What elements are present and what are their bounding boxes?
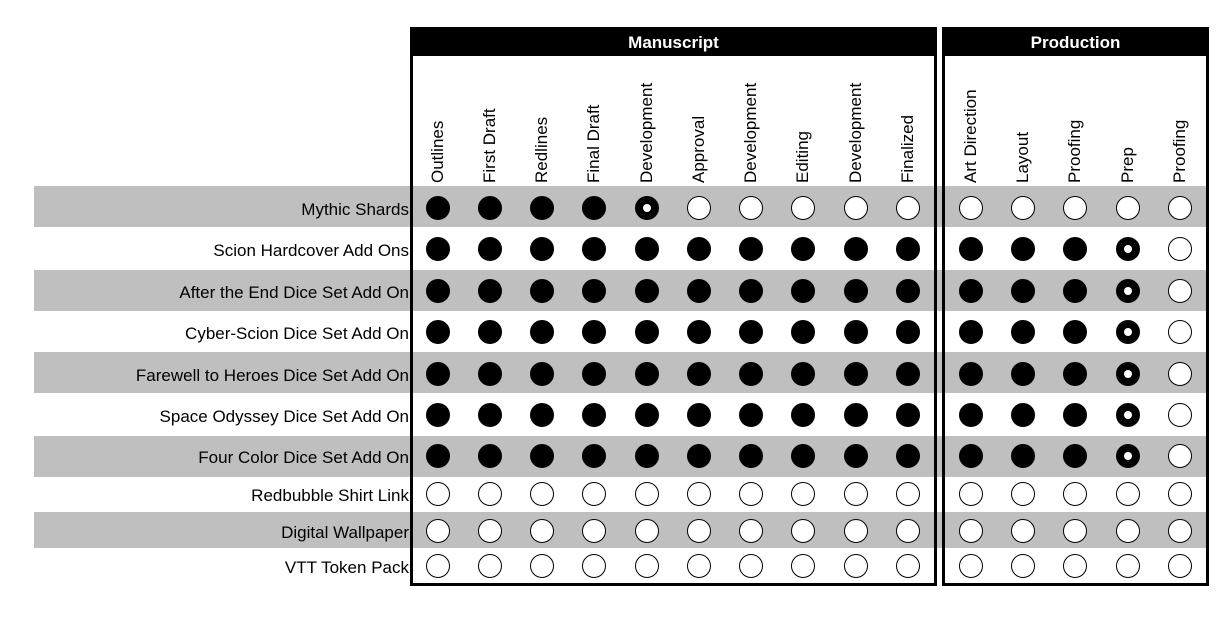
status-empty-dot [687,554,711,578]
status-full-dot [791,403,815,427]
column-header: Editing [793,131,812,183]
status-full-dot [739,362,763,386]
status-empty-dot [687,482,711,506]
status-full-dot [582,237,606,261]
status-full-dot [896,237,920,261]
status-empty-dot [844,482,868,506]
status-half-dot [1116,362,1140,386]
status-full-dot [844,444,868,468]
status-empty-dot [1116,519,1140,543]
status-full-dot [478,196,502,220]
status-full-dot [1011,362,1035,386]
status-half-dot [1116,237,1140,261]
status-empty-dot [959,519,983,543]
status-empty-dot [635,554,659,578]
column-header: Redlines [532,116,551,183]
status-empty-dot [1116,554,1140,578]
status-empty-dot [959,196,983,220]
status-full-dot [635,320,659,344]
column-header: Prep [1118,147,1137,183]
status-full-dot [791,444,815,468]
status-empty-dot [1168,403,1192,427]
status-full-dot [687,320,711,344]
status-full-dot [478,403,502,427]
status-half-dot [1116,279,1140,303]
status-full-dot [530,196,554,220]
column-header: Layout [1013,131,1032,183]
status-empty-dot [1011,196,1035,220]
status-full-dot [426,403,450,427]
status-empty-dot [1168,444,1192,468]
status-empty-dot [791,519,815,543]
status-full-dot [635,362,659,386]
status-empty-dot [791,482,815,506]
status-empty-dot [1168,519,1192,543]
status-empty-dot [426,519,450,543]
status-empty-dot [1063,554,1087,578]
status-empty-dot [1168,362,1192,386]
status-empty-dot [635,519,659,543]
status-full-dot [478,444,502,468]
status-half-dot [1116,444,1140,468]
row-label: After the End Dice Set Add On [179,283,409,302]
status-empty-dot [530,554,554,578]
status-full-dot [582,279,606,303]
status-half-dot [1116,320,1140,344]
status-empty-dot [687,196,711,220]
status-empty-dot [791,554,815,578]
status-empty-dot [959,482,983,506]
status-full-dot [1011,237,1035,261]
status-empty-dot [844,196,868,220]
status-full-dot [426,279,450,303]
status-empty-dot [582,554,606,578]
column-header: Proofing [1170,119,1189,183]
status-full-dot [426,196,450,220]
status-full-dot [426,237,450,261]
status-full-dot [959,444,983,468]
status-full-dot [582,403,606,427]
status-empty-dot [687,519,711,543]
status-full-dot [426,320,450,344]
status-empty-dot [530,482,554,506]
column-header: Art Direction [961,89,980,183]
status-empty-dot [1168,554,1192,578]
status-empty-dot [844,554,868,578]
column-header: Finalized [898,114,917,183]
status-empty-dot [582,482,606,506]
status-full-dot [530,403,554,427]
status-full-dot [791,362,815,386]
status-full-dot [1063,444,1087,468]
status-half-dot [635,196,659,220]
status-full-dot [582,320,606,344]
status-full-dot [687,403,711,427]
status-full-dot [687,362,711,386]
status-full-dot [739,237,763,261]
status-empty-dot [635,482,659,506]
column-header: Development [637,82,656,183]
status-full-dot [791,279,815,303]
status-full-dot [582,362,606,386]
status-full-dot [896,320,920,344]
status-full-dot [1063,320,1087,344]
status-empty-dot [1011,482,1035,506]
status-empty-dot [1063,482,1087,506]
status-full-dot [896,403,920,427]
status-full-dot [959,237,983,261]
status-full-dot [791,320,815,344]
status-empty-dot [478,519,502,543]
status-full-dot [739,320,763,344]
status-full-dot [844,237,868,261]
status-empty-dot [1116,482,1140,506]
status-full-dot [478,320,502,344]
status-full-dot [530,362,554,386]
status-empty-dot [739,482,763,506]
status-full-dot [844,279,868,303]
status-half-dot [1116,403,1140,427]
status-empty-dot [1168,320,1192,344]
status-empty-dot [426,482,450,506]
status-full-dot [1011,403,1035,427]
status-full-dot [687,444,711,468]
status-empty-dot [426,554,450,578]
row-label: Cyber-Scion Dice Set Add On [185,324,409,343]
row-label: Space Odyssey Dice Set Add On [159,407,409,426]
column-header: Outlines [428,120,447,183]
status-full-dot [530,279,554,303]
status-full-dot [959,403,983,427]
status-full-dot [739,279,763,303]
status-empty-dot [1168,482,1192,506]
column-header: Final Draft [584,104,603,183]
status-full-dot [739,444,763,468]
status-empty-dot [739,519,763,543]
status-full-dot [844,320,868,344]
status-empty-dot [896,554,920,578]
status-full-dot [478,362,502,386]
status-empty-dot [959,554,983,578]
status-empty-dot [1168,196,1192,220]
status-empty-dot [791,196,815,220]
status-full-dot [635,444,659,468]
status-empty-dot [1011,519,1035,543]
status-full-dot [1011,444,1035,468]
column-header: Development [846,82,865,183]
status-full-dot [959,362,983,386]
status-empty-dot [1063,519,1087,543]
status-full-dot [1063,403,1087,427]
status-full-dot [1011,320,1035,344]
status-full-dot [896,279,920,303]
row-label: Farewell to Heroes Dice Set Add On [135,366,409,385]
status-empty-dot [1168,279,1192,303]
status-full-dot [791,237,815,261]
status-empty-dot [1116,196,1140,220]
status-full-dot [896,444,920,468]
status-empty-dot [1011,554,1035,578]
status-empty-dot [530,519,554,543]
row-label: Four Color Dice Set Add On [198,448,409,467]
row-label: Digital Wallpaper [281,523,409,542]
status-full-dot [478,237,502,261]
group-header-manuscript: Manuscript [410,27,937,56]
status-full-dot [635,237,659,261]
status-empty-dot [896,482,920,506]
status-full-dot [1063,362,1087,386]
status-full-dot [1011,279,1035,303]
status-empty-dot [896,196,920,220]
status-full-dot [582,444,606,468]
status-empty-dot [1168,237,1192,261]
status-empty-dot [478,554,502,578]
status-full-dot [426,444,450,468]
status-empty-dot [478,482,502,506]
status-empty-dot [844,519,868,543]
status-full-dot [478,279,502,303]
column-header: Approval [689,115,708,183]
row-label: Mythic Shards [301,200,409,219]
status-full-dot [426,362,450,386]
group-header-production: Production [942,27,1209,56]
status-empty-dot [739,554,763,578]
row-label: VTT Token Pack [284,558,409,577]
status-full-dot [896,362,920,386]
row-label: Scion Hardcover Add Ons [213,241,409,260]
row-label: Redbubble Shirt Link [251,486,409,505]
status-full-dot [635,279,659,303]
status-empty-dot [896,519,920,543]
status-full-dot [844,362,868,386]
status-full-dot [687,279,711,303]
status-full-dot [530,444,554,468]
status-full-dot [739,403,763,427]
status-full-dot [959,279,983,303]
status-full-dot [687,237,711,261]
status-full-dot [582,196,606,220]
status-full-dot [635,403,659,427]
status-empty-dot [1063,196,1087,220]
column-header: Proofing [1065,119,1084,183]
status-full-dot [844,403,868,427]
status-empty-dot [582,519,606,543]
column-header: First Draft [480,108,499,183]
status-empty-dot [739,196,763,220]
status-full-dot [530,320,554,344]
column-header: Development [741,82,760,183]
status-full-dot [1063,237,1087,261]
status-full-dot [1063,279,1087,303]
status-full-dot [530,237,554,261]
status-full-dot [959,320,983,344]
